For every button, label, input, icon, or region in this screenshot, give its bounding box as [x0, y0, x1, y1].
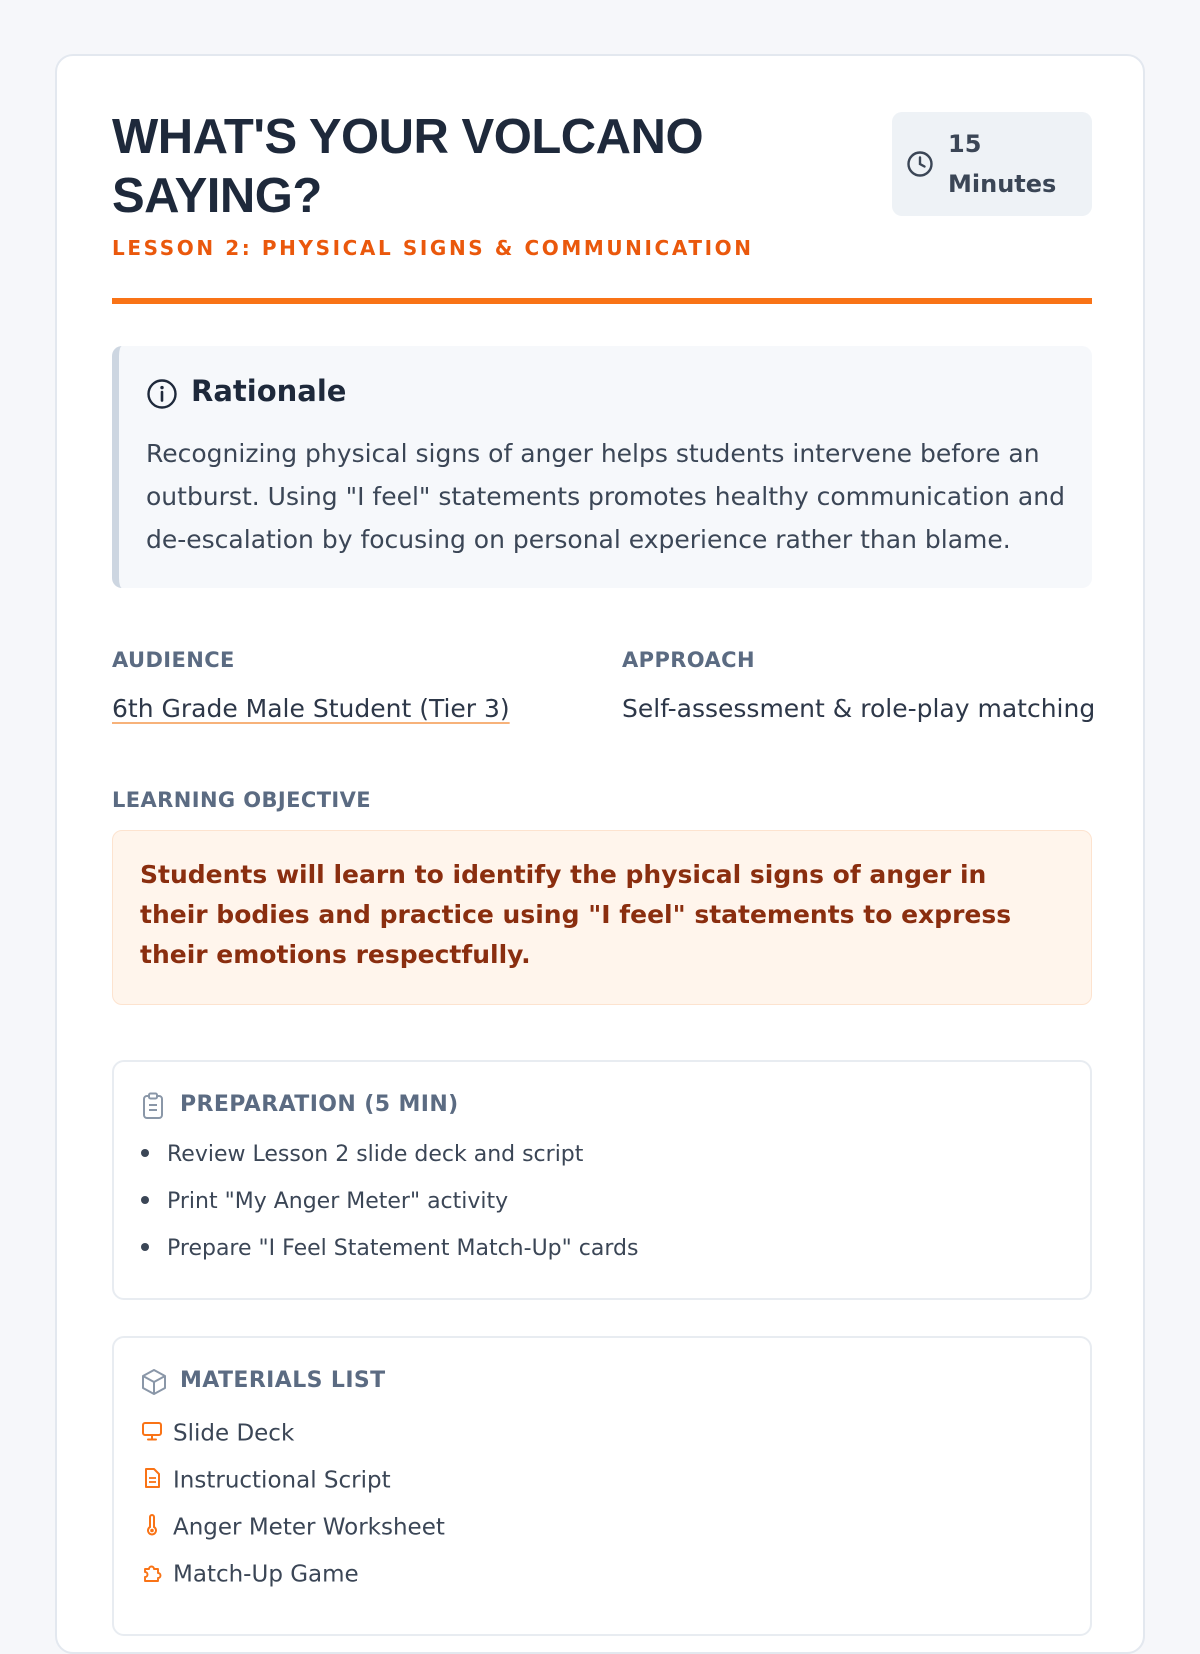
rationale-heading: Rationale	[191, 374, 347, 408]
duration-badge	[892, 112, 1092, 216]
duration-unit: Minutes	[948, 170, 1057, 198]
audience-label: AUDIENCE	[112, 648, 235, 672]
puzzle-icon	[141, 1561, 163, 1589]
info-icon	[146, 378, 178, 414]
clipboard-icon	[141, 1092, 165, 1124]
approach-label: APPROACH	[622, 648, 755, 672]
list-item: Print "My Anger Meter" activity	[141, 1189, 508, 1214]
document-icon	[141, 1467, 163, 1495]
objective-text: Students will learn to identify the physical signs of anger in their bodies and practice using "I feel" statements to express their emotions respectfully.	[140, 860, 1012, 969]
materials-panel	[112, 1336, 1092, 1636]
thermometer-icon	[141, 1514, 163, 1542]
list-item: Prepare "I Feel Statement Match-Up" cards	[141, 1236, 638, 1261]
monitor-icon	[141, 1420, 163, 1448]
lesson-title: WHAT'S YOUR VOLCANO SAYING?	[112, 110, 704, 223]
clock-icon	[906, 150, 934, 182]
bullet	[141, 1196, 149, 1204]
lesson-card	[55, 54, 1145, 1654]
preparation-heading: PREPARATION (5 MIN)	[180, 1092, 459, 1117]
lesson-subtitle: LESSON 2: PHYSICAL SIGNS & COMMUNICATION	[112, 236, 754, 260]
material-item: Slide Deck	[141, 1420, 294, 1448]
bullet	[141, 1149, 149, 1157]
audience-value: 6th Grade Male Student (Tier 3)	[112, 694, 510, 723]
approach-value: Self-assessment & role-play matching	[622, 694, 1096, 723]
rationale-body: Recognizing physical signs of anger helps students intervene before an outburst. Using "I feel" statements promotes healthy communication and de-escalation by focusing on personal experience rather than blame.	[146, 439, 1065, 554]
header-divider	[112, 298, 1092, 304]
material-item: Anger Meter Worksheet	[141, 1514, 445, 1542]
objective-panel	[112, 830, 1092, 1005]
package-icon	[141, 1368, 167, 1400]
material-item: Instructional Script	[141, 1467, 391, 1495]
material-item: Match-Up Game	[141, 1561, 359, 1589]
duration-number: 15	[948, 130, 982, 158]
list-item: Review Lesson 2 slide deck and script	[141, 1142, 583, 1167]
bullet	[141, 1243, 149, 1251]
objective-label: LEARNING OBJECTIVE	[112, 788, 372, 812]
rationale-panel	[112, 346, 1092, 588]
preparation-panel	[112, 1060, 1092, 1300]
materials-heading: MATERIALS LIST	[180, 1368, 386, 1393]
